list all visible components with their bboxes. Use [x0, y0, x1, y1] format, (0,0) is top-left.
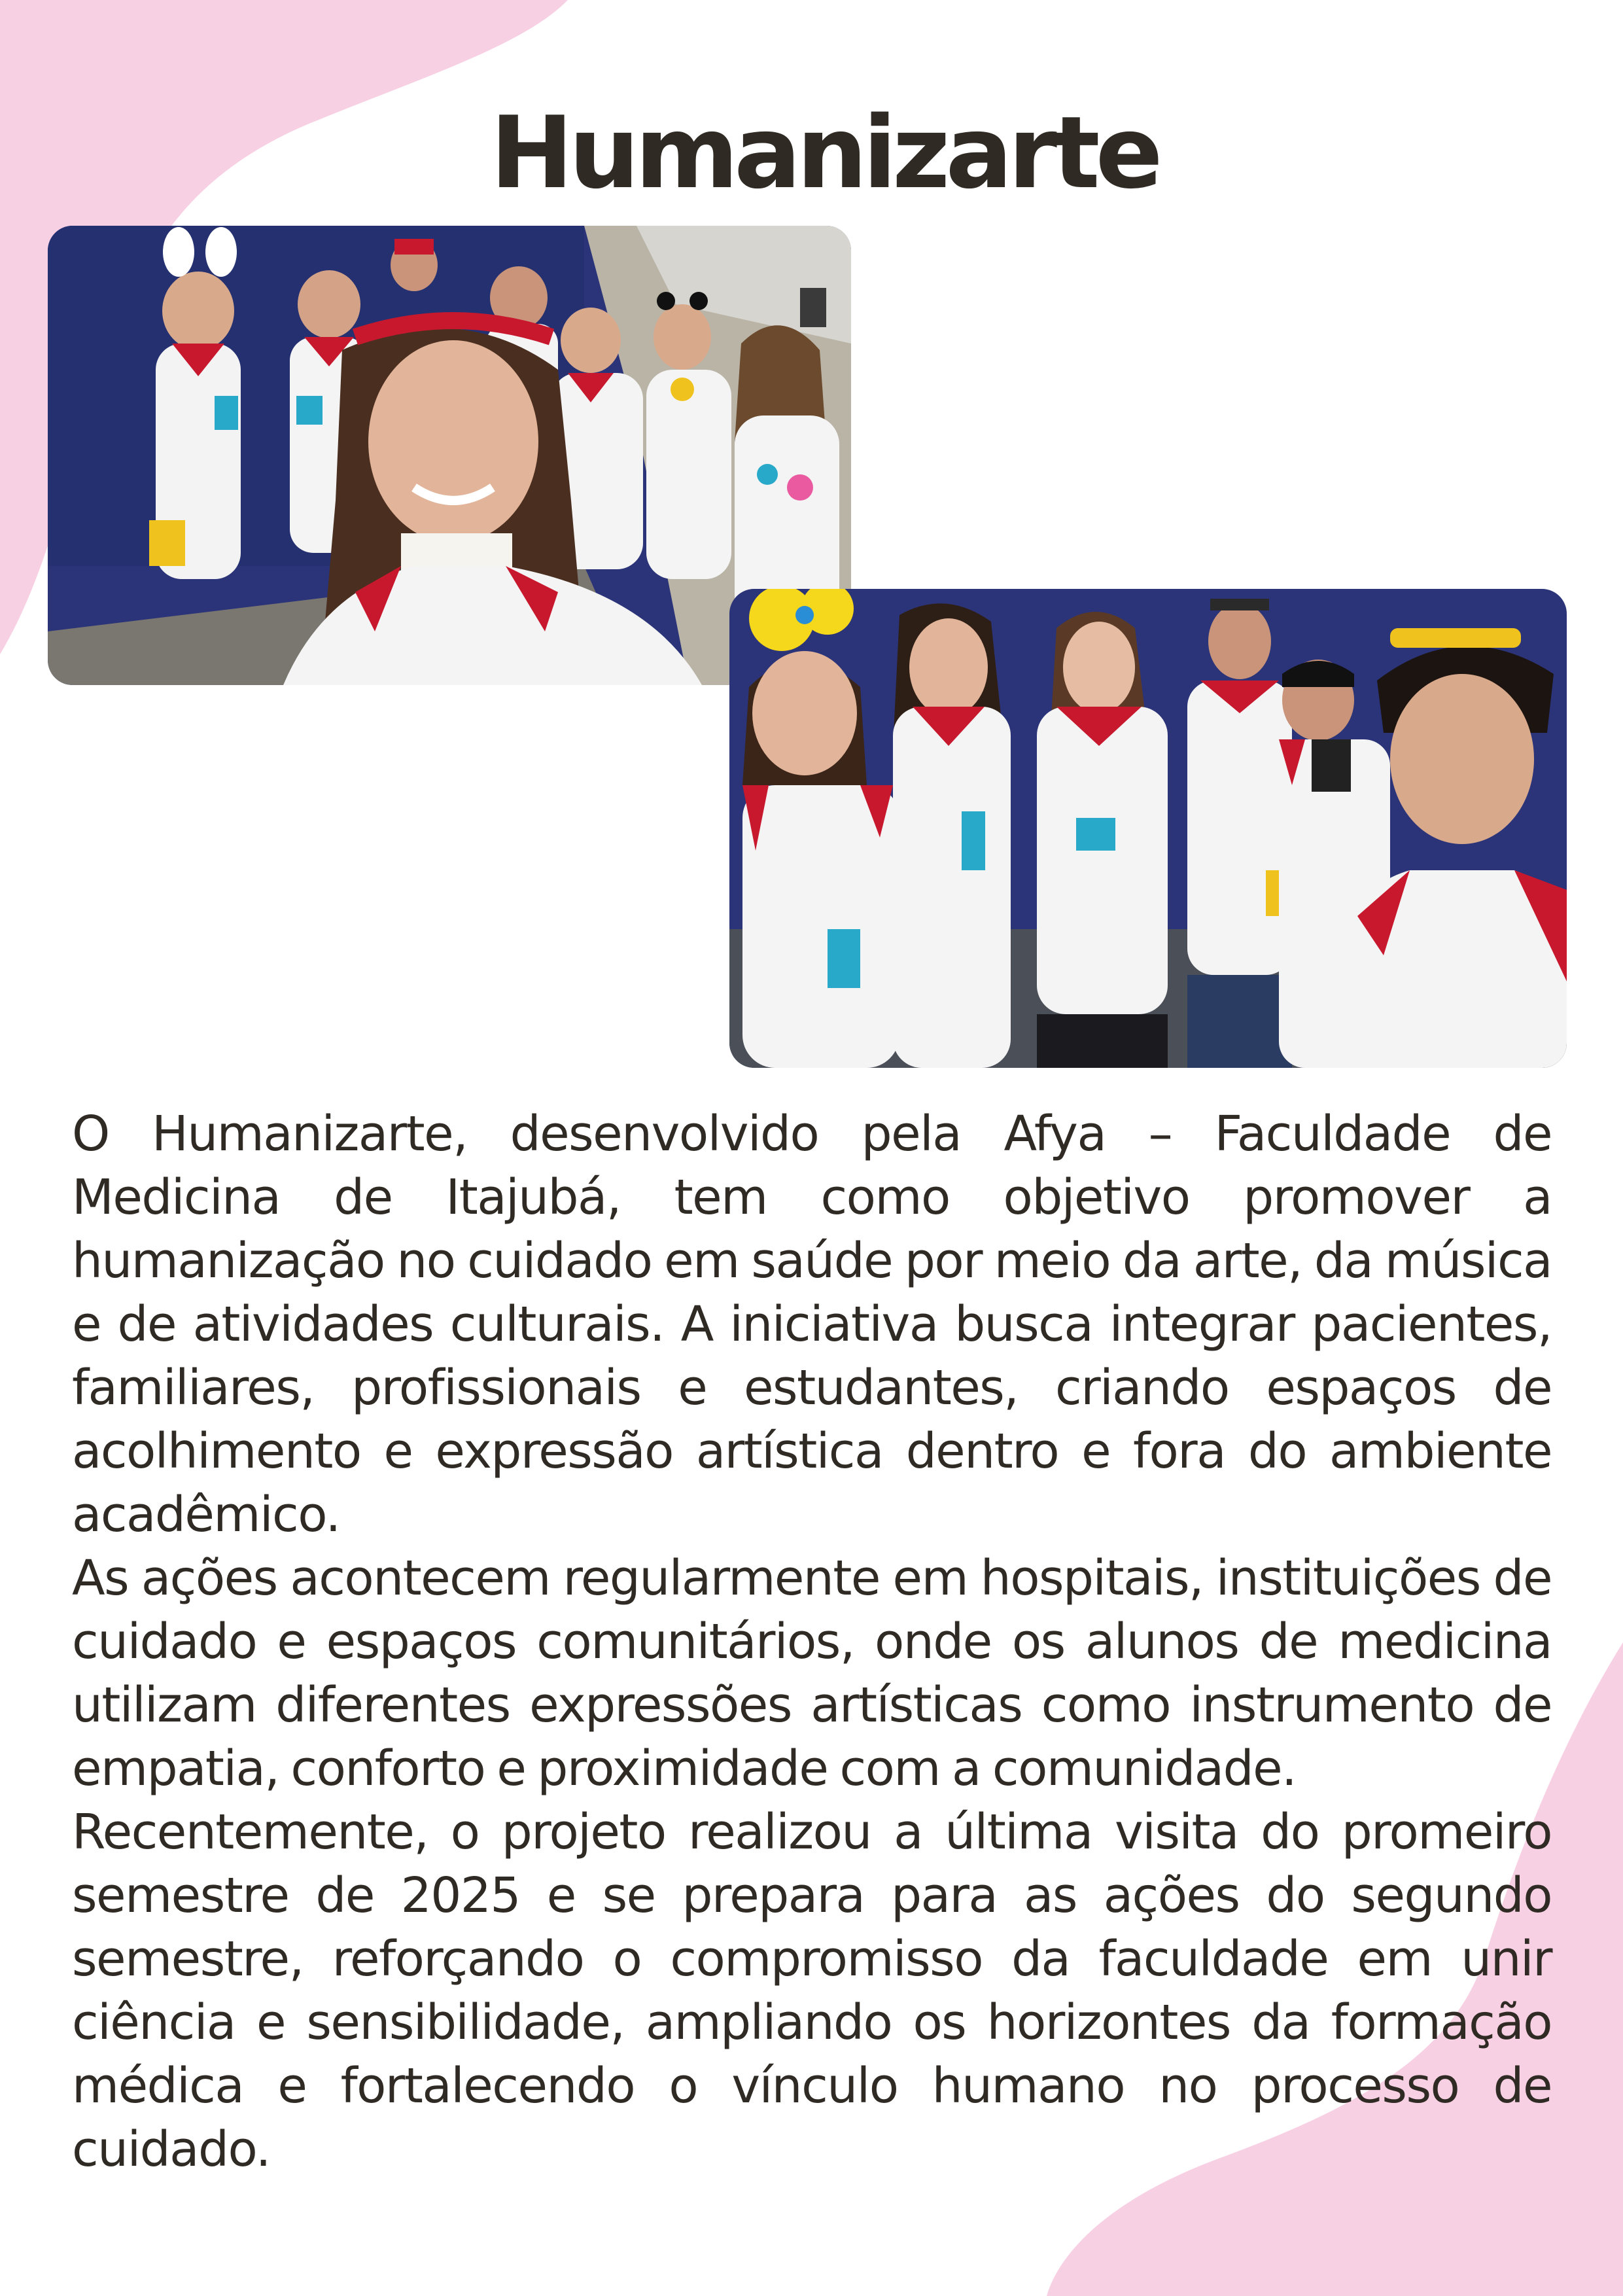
article-body: [72, 1103, 1552, 2181]
paragraph-1: O Humanizarte, desenvolvido pela Afya – Faculdade de Medicina de Itajubá, tem como objetivo promover a humanização no cuidado em saúde por meio da arte, da música e de atividades culturais. A iniciativa busca integrar pacientes, familiares, profissionais e estudantes, criando espaços de acolhimento e expressão artística dentro e fora do ambiente acadêmico.: [72, 1106, 1552, 1543]
group-photo-2: [729, 589, 1567, 1068]
page-title: Humanizarte: [490, 95, 1159, 211]
paragraph-2: As ações acontecem regularmente em hospitais, instituições de cuidado e espaços comunitários, onde os alunos de medicina utilizam diferentes expressões artísticas como instrumento de empatia, conforto e proximidade com a comunidade.: [72, 1550, 1552, 1797]
paragraph-3: Recentemente, o projeto realizou a última visita do promeiro semestre de 2025 e se prepara para as ações do segundo semestre, reforçando o compromisso da faculdade em unir ciência e sensibilidade, ampliando os horizontes da formação médica e fortalecendo o vínculo humano no processo de cuidado.: [72, 1804, 1552, 2178]
